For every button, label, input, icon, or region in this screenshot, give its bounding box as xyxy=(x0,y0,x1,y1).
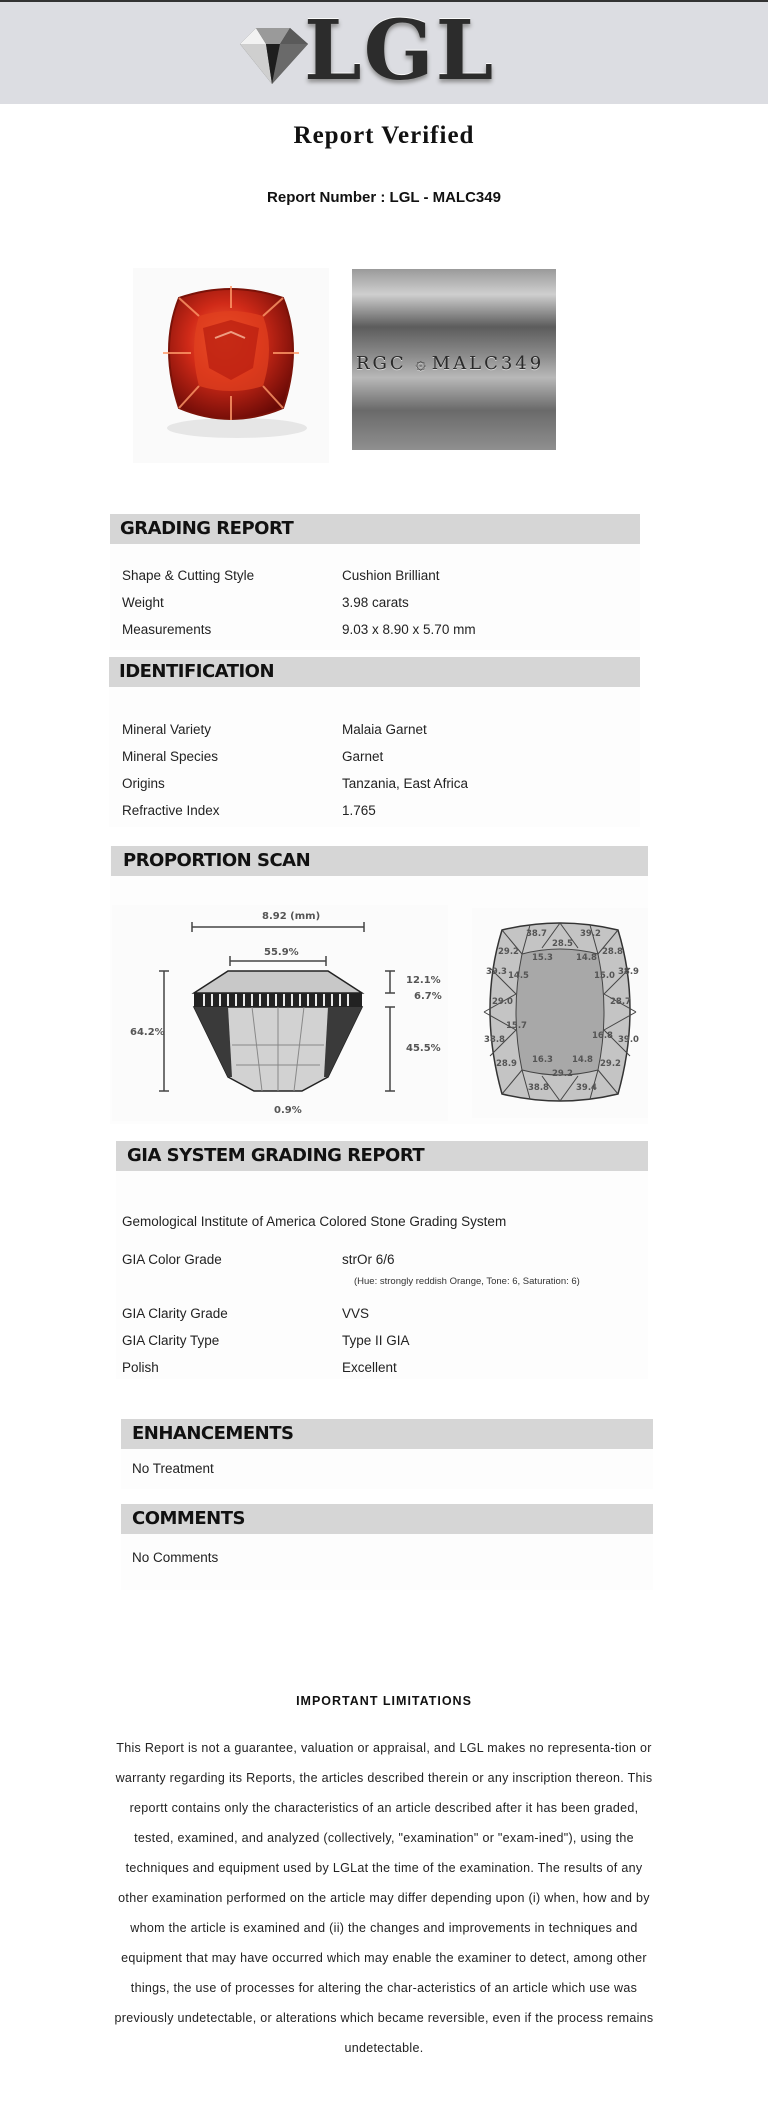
row-value: Garnet xyxy=(342,749,384,764)
facet-value: 14.5 xyxy=(508,971,529,981)
gemstone-image xyxy=(133,268,329,463)
proportion-top-view-diagram xyxy=(472,908,648,1118)
facet-value: 14.8 xyxy=(576,953,597,963)
facet-value: 39.4 xyxy=(576,1083,597,1093)
facet-value: 38.7 xyxy=(526,929,547,939)
page-title: Report Verified xyxy=(293,122,475,149)
facet-value: 29.2 xyxy=(600,1059,621,1069)
comments-value: No Comments xyxy=(132,1550,219,1565)
identification-heading: IDENTIFICATION xyxy=(109,657,640,687)
row-value: Tanzania, East Africa xyxy=(342,776,469,791)
proportion-scan-heading: PROPORTION SCAN xyxy=(111,846,648,876)
row-value: Malaia Garnet xyxy=(342,722,427,737)
proportion-profile-diagram xyxy=(112,905,448,1121)
enhancements-heading: ENHANCEMENTS xyxy=(121,1419,653,1449)
inscription-image xyxy=(352,269,556,450)
row-value: 3.98 carats xyxy=(342,595,409,610)
lgl-logo xyxy=(232,3,496,99)
comments-heading: COMMENTS xyxy=(121,1504,653,1534)
row-label: Origins xyxy=(122,776,165,791)
facet-value: 14.8 xyxy=(572,1055,593,1065)
facet-value: 39.3 xyxy=(486,967,507,977)
row-value: Excellent xyxy=(342,1360,397,1375)
color-grade-note: (Hue: strongly reddish Orange, Tone: 6, Saturation: 6) xyxy=(354,1276,580,1287)
facet-value: 39.2 xyxy=(580,929,601,939)
row-value: VVS xyxy=(342,1306,370,1321)
facet-value: 28.5 xyxy=(552,939,573,949)
culet-label: 0.9% xyxy=(274,1105,302,1116)
girdle-label: 6.7% xyxy=(414,991,442,1002)
row-value: 1.765 xyxy=(342,803,376,818)
crown-height-label: 12.1% xyxy=(406,975,441,986)
row-value: 9.03 x 8.90 x 5.70 mm xyxy=(342,622,476,637)
facet-value: 29.0 xyxy=(492,997,513,1007)
report-number: Report Number : LGL - MALC349 xyxy=(267,189,501,206)
row-label: Refractive Index xyxy=(122,803,220,818)
row-value: Cushion Brilliant xyxy=(342,568,440,583)
row-label: Measurements xyxy=(122,622,212,637)
row-label: GIA Clarity Grade xyxy=(122,1306,228,1321)
row-label: Weight xyxy=(122,595,164,610)
facet-value: 15.7 xyxy=(506,1021,527,1031)
row-label: GIA Clarity Type xyxy=(122,1333,220,1348)
facet-value: 28.9 xyxy=(496,1059,517,1069)
facet-value: 15.3 xyxy=(532,953,553,963)
enhancements-value: No Treatment xyxy=(132,1461,214,1476)
facet-value: 16.8 xyxy=(592,1031,613,1041)
logo-text: LGL xyxy=(304,3,496,99)
grading-report-heading: GRADING REPORT xyxy=(110,514,640,544)
facet-value: 38.8 xyxy=(484,1035,505,1045)
diameter-label: 8.92 (mm) xyxy=(262,911,321,922)
row-value: Type II GIA xyxy=(342,1333,410,1348)
facet-value: 28.7 xyxy=(610,997,631,1007)
limitations-text: This Report is not a guarantee, valuation or appraisal, and LGL makes no representa-tion or warranty regarding its Reports, the articles described therein or any inscription thereon. This reportt contains only the characteristics of an article described after it has been graded, tested, examined, and analyzed (collectively, "examination" or "exam-ined"), using the techniques and equipment used by LGLat the time of the examination. The results of any other examination performed on the article may differ depending upon (i) when, how and by whom the article is examined and (ii) the changes and improvements in techniques and equipment that may have occurred which may enable the examiner to detect, among other things, the use of processes for altering the char-acteristics of an article which use was previously undetectable, or alterations which became reversible, even if the process remains undetectable. xyxy=(114,1741,654,2055)
total-depth-label: 64.2% xyxy=(130,1027,165,1038)
gia-heading: GIA SYSTEM GRADING REPORT xyxy=(116,1141,648,1171)
row-label: Shape & Cutting Style xyxy=(122,568,255,583)
limitations-heading: IMPORTANT LIMITATIONS xyxy=(296,1694,472,1708)
row-label: GIA Color Grade xyxy=(122,1252,222,1267)
facet-value: 29.2 xyxy=(552,1069,573,1079)
facet-value: 38.9 xyxy=(618,967,639,977)
gia-system-name: Gemological Institute of America Colored Stone Grading System xyxy=(122,1214,507,1229)
pavilion-depth-label: 45.5% xyxy=(406,1043,441,1054)
row-value: strOr 6/6 xyxy=(342,1252,395,1267)
facet-value: 16.3 xyxy=(532,1055,553,1065)
inscription-text: RGC ۞ MALC349 xyxy=(356,353,545,374)
facet-value: 15.0 xyxy=(594,971,615,981)
facet-value: 29.2 xyxy=(498,947,519,957)
row-label: Mineral Variety xyxy=(122,722,212,737)
facet-value: 39.0 xyxy=(618,1035,639,1045)
table-label: 55.9% xyxy=(264,947,299,958)
row-label: Mineral Species xyxy=(122,749,219,764)
header xyxy=(0,2,768,104)
diamond-icon xyxy=(232,24,312,88)
row-label: Polish xyxy=(122,1360,159,1375)
facet-value: 38.8 xyxy=(528,1083,549,1093)
facet-value: 28.8 xyxy=(602,947,623,957)
